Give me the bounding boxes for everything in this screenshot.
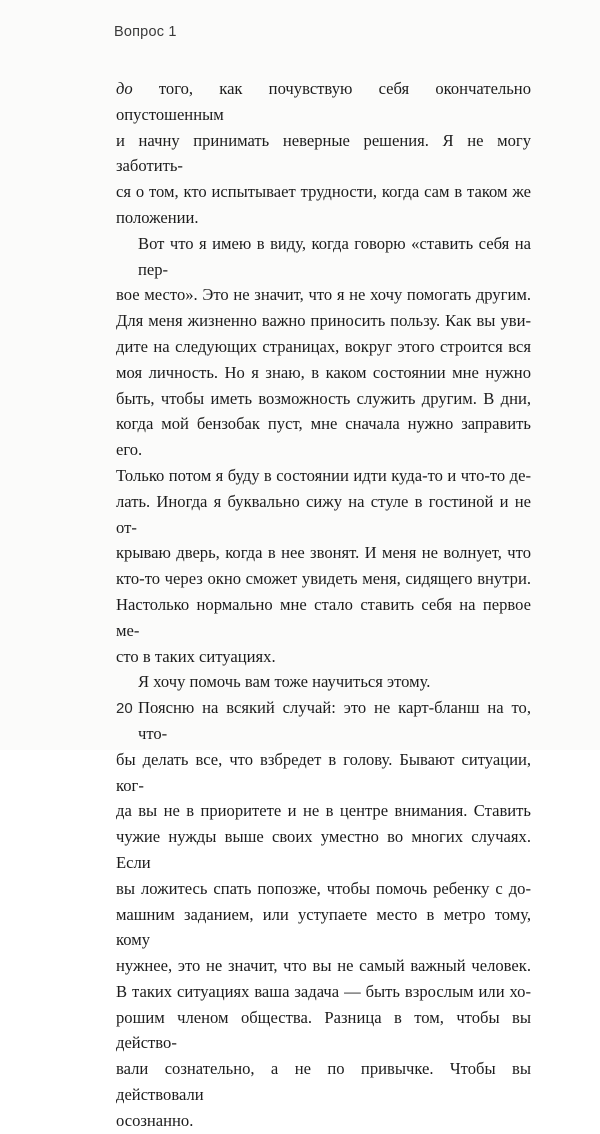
text-line: ся о том, кто испытывает трудности, когда сам в таком же <box>116 182 531 202</box>
text-line: когда мой бензобак пуст, мне сначала нужно заправить его. <box>116 414 531 460</box>
text-line: сто в таких ситуациях. <box>116 646 276 666</box>
line-text: того, как почувствую себя окончательно опустошенным <box>116 79 531 124</box>
page-number: 20 <box>116 700 133 717</box>
text-line: Я хочу помочь вам тоже научиться этому. <box>138 672 431 692</box>
text-line <box>116 76 531 128</box>
text-line: Только потом я буду в состоянии идти куда-то и что-то де- <box>116 465 531 485</box>
text-line: и начну принимать неверные решения. Я не могу заботить- <box>116 130 531 176</box>
paragraph <box>116 231 531 670</box>
text-line: кто-то через окно сможет увидеть меня, сидящего внутри. <box>116 569 531 589</box>
text-line: вали сознательно, а не по привычке. Чтобы вы действовали <box>116 1059 531 1105</box>
text-line: осознанно. <box>116 1110 194 1130</box>
paragraph <box>116 669 531 695</box>
text-line: дите на следующих страницах, вокруг этого строится вся <box>116 336 531 356</box>
text-line: машним заданием, или уступаете место в метро тому, кому <box>116 904 531 950</box>
text-line: Поясню на всякий случай: это не карт-бланш на то, что- <box>138 698 531 743</box>
text-line: нужнее, это не значит, что вы не самый важный человек. <box>116 956 531 976</box>
text-line: В таких ситуациях ваша задача — быть взрослым или хо- <box>116 981 531 1001</box>
paragraph <box>116 76 531 231</box>
text-line: Настолько нормально мне стало ставить себя на первое ме- <box>116 594 531 640</box>
text-line: вое место». Это не значит, что я не хочу помогать другим. <box>116 285 531 305</box>
text-line: вы ложитесь спать попозже, чтобы помочь ребенку с до- <box>116 878 531 898</box>
paragraph <box>116 695 531 1134</box>
text-line: моя личность. Но я знаю, в каком состоянии мне нужно <box>116 362 531 382</box>
text-line: Вот что я имею в виду, когда говорю «ставить себя на пер- <box>138 233 531 279</box>
text-line: бы делать все, что взбредет в голову. Бывают ситуации, ког- <box>116 749 531 795</box>
running-head: Вопрос 1 <box>114 24 177 40</box>
text-line: крываю дверь, когда в нее звонят. И меня не волнует, что <box>116 543 531 563</box>
text-line: лать. Иногда я буквально сижу на стуле в гостиной и не от- <box>116 491 531 537</box>
text-line: быть, чтобы иметь возможность служить другим. В дни, <box>116 388 531 408</box>
text-line: Для меня жизненно важно приносить пользу. Как вы уви- <box>116 311 531 331</box>
text-line: да вы не в приоритете и не в центре внимания. Ставить <box>116 801 531 821</box>
body-text <box>116 76 531 1134</box>
text-line: рошим членом общества. Разница в том, чтобы вы действо- <box>116 1007 531 1053</box>
text-line: чужие нужды выше своих уместно во многих случаях. Если <box>116 827 531 872</box>
italic-word: до <box>116 79 133 98</box>
text-line: положении. <box>116 207 199 227</box>
